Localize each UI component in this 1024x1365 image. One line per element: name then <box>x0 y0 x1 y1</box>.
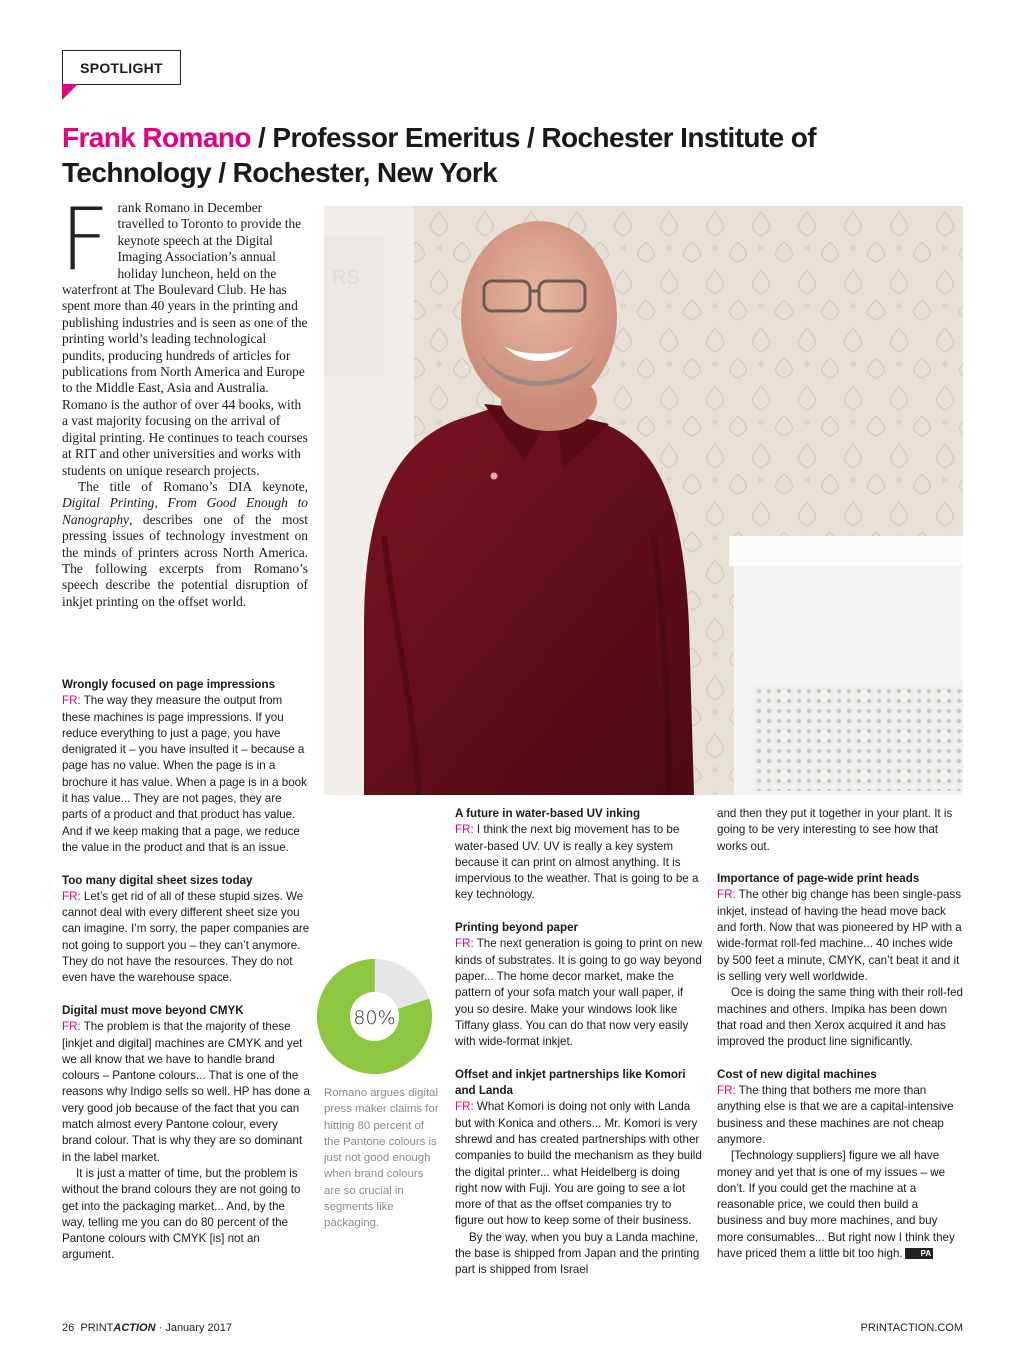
website[interactable]: PRINTACTION.COM <box>860 1322 963 1334</box>
intro-column <box>60 190 308 610</box>
speaker-label: FR: <box>62 694 81 708</box>
subhead: Wrongly focused on page impressions <box>62 678 276 691</box>
answer-paragraph: FR: The next generation is going to print on new kinds of substrates. It is going to go way beyond paper... The home decor market, make the pattern of your sofa match your wall paper, if you so desire. Make your windows look like Tiffany glass. You can do that now very easily with wide-format inkjet. <box>455 937 703 1049</box>
donut-percent-label: 80% <box>353 1007 396 1029</box>
intro-paragraph-2: The title of Romano’s DIA keynote, Digital Printing, From Good Enough to Nanography, describes one of the most pressing issues of technology investment on the minds of printers across North America. The following excerpts from Romano’s speech describe the potential disruption of inkjet printing on the offset world. <box>62 478 308 609</box>
speaker-label: FR: <box>717 1084 736 1098</box>
subhead: Printing beyond paper <box>455 921 579 935</box>
body-column-1 <box>62 677 310 1264</box>
answer-paragraph: FR: The other big change has been single-pass inkjet, instead of having the head move back and forth. Now that was pioneered by HP with a wide-format roll-fed machine... 40 inches wide by 500 feet a minute, CMYK, can’t beat it and it is selling very well worldwide. <box>717 888 962 983</box>
portrait-photo <box>324 206 963 795</box>
body-column-2 <box>455 806 703 1279</box>
speaker-label: FR: <box>62 1020 81 1034</box>
tag-accent-triangle <box>62 84 78 100</box>
headline-rest: / Professor Emeritus / Rochester Institute of Technology / Rochester, New York <box>62 122 817 188</box>
answer-paragraph: FR: Let’s get rid of all of these stupid sizes. We cannot deal with every different sheet size you can imagine. I’m sorry, the paper companies are not going to support you – they can’t anymore. They do not have the resources. They do not even have the warehouse space. <box>62 889 310 985</box>
speaker-label: FR: <box>455 1100 474 1114</box>
subhead: A future in water-based UV inking <box>455 807 641 820</box>
answer-paragraph: It is just a matter of time, but the problem is without the brand colours they are not going to get into the packaging market... And, by the way, telling me you can do 80 percent of the Pantone colours with CMYK [is] not an argument. <box>62 1166 301 1262</box>
subhead: Too many digital sheet sizes today <box>62 873 253 887</box>
drop-cap: F <box>60 190 110 290</box>
percent-donut-chart <box>316 958 433 1075</box>
speaker-label: FR: <box>455 823 474 837</box>
subhead: Offset and inkjet partnerships like Komori and Landa <box>455 1067 686 1098</box>
answer-paragraph: FR: The way they measure the output from these machines is page impressions. If you reduce everything to just a page, you have denigrated it – you have insulted it – because a page has no value. When the page is in a brochure it has value. When a page is in a book it has value... They are not pages, they are parts of a product and that product has value. And if we keep making that a page, we reduce the value in the product and that is an issue. <box>62 694 307 854</box>
end-mark-icon: PA <box>905 1248 934 1259</box>
answer-paragraph: FR: What Komori is doing not only with Landa but with Konica and others... Mr. Komori is very shrewd and has created partnerships with other companies to build the mechanism as they build the digital printer... what Heidelberg is doing right now with Fuji. You are going to see a lot more of that as the offset companies try to figure out how to keep some of their business. <box>455 1100 702 1228</box>
section-tag: SPOTLIGHT <box>62 50 181 85</box>
intro-paragraph-1: rank Romano in December travelled to Toronto to provide the keynote speech at the Digital Imaging Association’s annual holiday luncheon, held on the waterfront at The Boulevard Club. He has spent more than 40 years in the printing and publishing industries and is seen as one of the printing world’s leading technological pundits, producing hundreds of articles for publications from North America and Europe to the Middle East, Asia and Australia. Romano is the author of over 44 books, with a vast majority focusing on the arrival of digital printing. He continues to teach courses at RIT and other universities and works with students on unique research projects. <box>62 200 308 478</box>
answer-paragraph: FR: The problem is that the majority of these [inkjet and digital] machines are CMYK and yet we all know that we have to handle brand colours – Pantone colours... That is one of the reasons why Indigo sells so well. HP has done a very good job because of the fact that you can match almost every Pantone colour, every brand colour. That is why they are so dominant in the label market. <box>62 1020 310 1164</box>
svg-text:RS: RS <box>332 267 360 289</box>
body-column-3 <box>717 806 965 1262</box>
subhead: Importance of page-wide print heads <box>717 872 920 886</box>
answer-paragraph: By the way, when you buy a Landa machine, the base is shipped from Japan and the printing part is shipped from Israel <box>455 1230 700 1277</box>
issue-date: · January 2017 <box>155 1322 232 1334</box>
headline-name: Frank Romano <box>62 122 251 153</box>
publication-name: ACTION <box>113 1322 156 1334</box>
subhead: Digital must move beyond CMYK <box>62 1003 244 1017</box>
speaker-label: FR: <box>717 888 736 902</box>
keynote-title: Digital Printing, From Good Enough to Nanography <box>62 495 308 527</box>
answer-paragraph: Oce is doing the same thing with their roll-fed machines and others. Impika has been down that road and then Xerox acquired it and has improved the product line significantly. <box>717 986 963 1049</box>
answer-paragraph: FR: The thing that bothers me more than anything else is that we are a capital-intensive business and these machines are not cheap anymore. <box>717 1084 954 1146</box>
infographic-caption: Romano argues digital press maker claims for hitting 80 percent of the Pantone colours is just not good enough when brand colours are so crucial in segments like packaging. <box>324 1087 439 1230</box>
page-number: 26 <box>62 1322 75 1334</box>
speaker-label: FR: <box>455 937 474 951</box>
headline <box>62 120 942 190</box>
continued-paragraph: and then they put it together in your plant. It is going to be very interesting to see how that works out. <box>717 807 953 853</box>
portrait-photo-illustration <box>324 206 963 795</box>
subhead: Cost of new digital machines <box>717 1067 877 1081</box>
answer-paragraph: FR: I think the next big movement has to be water-based UV. UV is really a key system because it can print on almost anything. It is impervious to the weather. That is going to be a key technology. <box>455 823 699 902</box>
speaker-label: FR: <box>62 889 81 903</box>
folio: 26 PRINTACTION · January 2017 <box>62 1322 232 1334</box>
answer-paragraph: [Technology suppliers] figure we all have money and yet that is one of my issues – we don’t. If you could get the machine at a reasonable price, we could then build a business and buy more machines, and buy more consumables... But right now I think they have priced them a little bit too high. PA <box>717 1149 955 1261</box>
